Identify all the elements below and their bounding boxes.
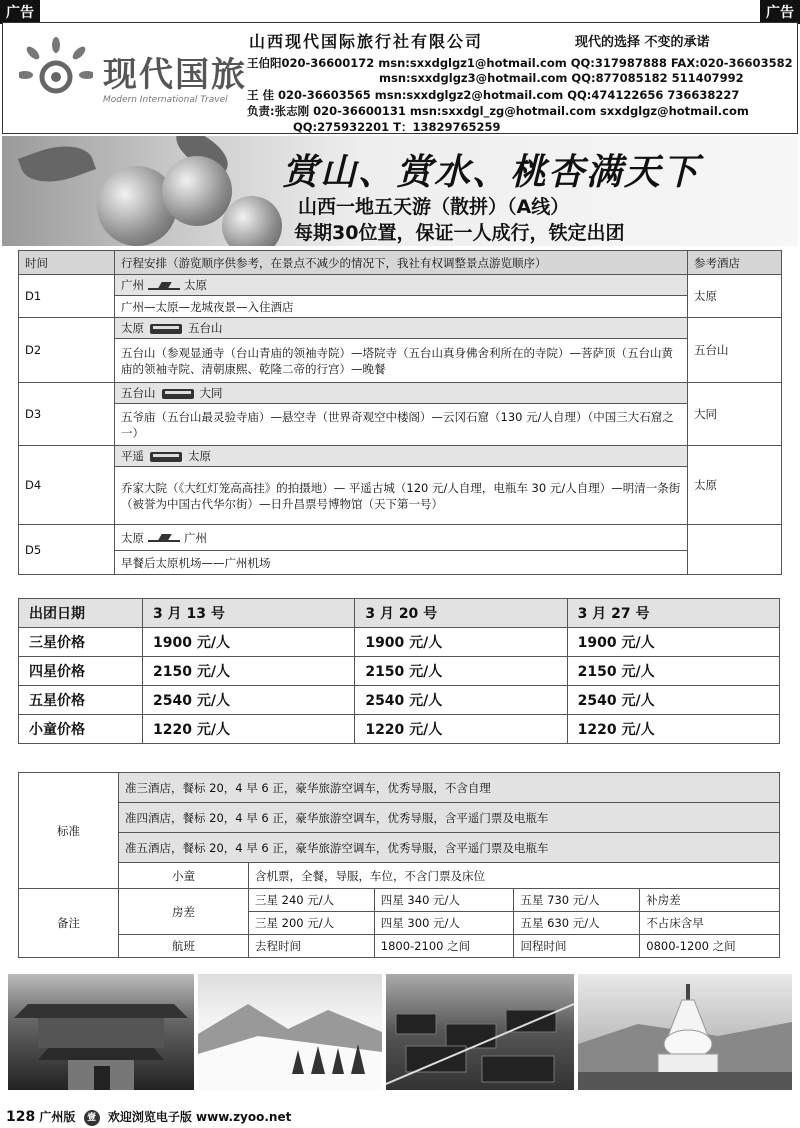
room-cell: 五星 630 元/人 [514, 912, 640, 935]
table-row [19, 551, 782, 575]
table-row [19, 296, 782, 318]
logo-subtitle: Modern International Travel [103, 95, 228, 105]
price-cell: 1220 元/人 [143, 715, 355, 744]
day-detail: 广州—太原—龙城夜景—入住酒店 [115, 296, 688, 318]
table-row [19, 446, 782, 467]
table-row [19, 686, 780, 715]
badge-icon: 壹 [84, 1110, 100, 1126]
price-cell: 2150 元/人 [567, 657, 779, 686]
day-label: D3 [19, 383, 115, 446]
room-cell: 四星 340 元/人 [374, 889, 514, 912]
table-row [19, 628, 780, 657]
route-from: 太原 [121, 530, 144, 545]
sun-logo-icon [19, 37, 93, 111]
day-label: D1 [19, 275, 115, 318]
route-from: 广州 [121, 278, 144, 292]
leaf-graphic [18, 136, 96, 193]
room-label: 房差 [119, 889, 249, 935]
snow-mountain-photo [198, 974, 382, 1090]
ancient-city-drawing [386, 974, 574, 1090]
itinerary-table [18, 250, 782, 575]
route [115, 525, 688, 551]
room-cell: 不占床含早 [640, 912, 780, 935]
day-detail: 乔家大院（《大红灯笼高高挂》的拍摄地）— 平遥古城（120 元/人自理，电瓶车 30 元/人自理）—明清一条街（被誉为中国古代华尔街）—日升昌票号博物馆（天下第一号） [115, 467, 688, 525]
bus-icon [162, 389, 194, 399]
tour-promise: 每期30位置，保证一人成行，铁定出团 [294, 222, 625, 244]
price-header-cell: 3 月 13 号 [143, 599, 355, 628]
table-row [19, 467, 782, 525]
day-label: D5 [19, 525, 115, 575]
day-detail: 五台山（参观显通寺（台山青庙的领袖寺院）—塔院寺（五台山真身佛舍利所在的寺院）—菩萨顶（五台山黄庙的领袖寺院、清朝康熙、乾隆二帝的行宫）—晚餐 [115, 339, 688, 383]
apricot-graphic [162, 156, 232, 226]
day-label: D2 [19, 318, 115, 383]
ad-label-left: 广告 [0, 0, 40, 24]
day-detail: 早餐后太原机场——广州机场 [115, 551, 688, 575]
table-row [19, 773, 780, 803]
remark-label: 备注 [19, 889, 119, 958]
flight-cell: 0800-1200 之间 [640, 935, 780, 958]
hotel: 太原 [688, 275, 782, 318]
child-text: 含机票，全餐，导服，车位，不含门票及床位 [249, 863, 780, 889]
table-row [19, 863, 780, 889]
price-cell: 1220 元/人 [567, 715, 779, 744]
flight-cell: 去程时间 [249, 935, 375, 958]
price-label: 三星价格 [19, 628, 143, 657]
ancient-city-photo [386, 974, 574, 1090]
flight-cell: 1800-2100 之间 [374, 935, 514, 958]
contact-line-4: 负责:张志刚 020-36600131 msn:sxxdgl_zg@hotmail.com sxxdglgz@hotmail.com [247, 104, 749, 118]
route [115, 318, 688, 339]
table-row [19, 275, 782, 296]
headline: 赏山、赏水、桃杏满天下 [282, 152, 701, 193]
contact-line-1: 王伯阳020-36600172 msn:sxxdglgz1@hotmail.com QQ:317987888 FAX:020-36603582 [247, 56, 793, 70]
edition-label: 广州版 [39, 1110, 76, 1124]
price-header-cell: 3 月 20 号 [355, 599, 567, 628]
child-label: 小童 [119, 863, 249, 889]
plane-icon [148, 282, 180, 290]
price-label: 小童价格 [19, 715, 143, 744]
room-cell: 三星 200 元/人 [249, 912, 375, 935]
temple-gate-drawing [8, 974, 194, 1090]
price-label: 五星价格 [19, 686, 143, 715]
table-row [19, 935, 780, 958]
footer [6, 1108, 291, 1126]
table-row [19, 833, 780, 863]
price-header-row [19, 599, 780, 628]
price-cell: 2540 元/人 [355, 686, 567, 715]
hotel: 五台山 [688, 318, 782, 383]
header-hotel: 参考酒店 [688, 251, 782, 275]
hotel: 大同 [688, 383, 782, 446]
table-row [19, 404, 782, 446]
price-cell: 2540 元/人 [143, 686, 355, 715]
bus-icon [150, 452, 182, 462]
footer-url[interactable]: www.zyoo.net [196, 1110, 292, 1124]
standard-text: 准三酒店，餐标 20，4 早 6 正，豪华旅游空调车，优秀导服，不含自理 [119, 773, 780, 803]
price-cell: 1900 元/人 [567, 628, 779, 657]
footer-text: 欢迎浏览电子版 [107, 1110, 192, 1124]
apricot-graphic [222, 196, 282, 246]
price-cell: 2540 元/人 [567, 686, 779, 715]
route-to: 五台山 [188, 321, 223, 335]
table-row [19, 657, 780, 686]
bus-icon [150, 324, 182, 334]
route-from: 五台山 [121, 386, 156, 400]
room-cell: 五星 730 元/人 [514, 889, 640, 912]
ad-label-right: 广告 [760, 0, 800, 24]
route [115, 275, 688, 296]
header-schedule: 行程安排（游览顺序供参考，在景点不减少的情况下，我社有权调整景点游览顺序） [115, 251, 688, 275]
header-time: 时间 [19, 251, 115, 275]
route [115, 383, 688, 404]
standard-text: 准五酒店，餐标 20，4 早 6 正，豪华旅游空调车，优秀导服，含平遥门票及电瓶车 [119, 833, 780, 863]
day-label: D4 [19, 446, 115, 525]
flight-label: 航班 [119, 935, 249, 958]
table-row [19, 525, 782, 551]
route-to: 大同 [199, 386, 223, 400]
price-table [18, 598, 780, 744]
white-pagoda-drawing [578, 974, 792, 1090]
standard-text: 准四酒店，餐标 20，4 早 6 正，豪华旅游空调车，优秀导服，含平遥门票及电瓶车 [119, 803, 780, 833]
table-row [19, 803, 780, 833]
room-cell: 补房差 [640, 889, 780, 912]
price-label: 四星价格 [19, 657, 143, 686]
room-cell: 四星 300 元/人 [374, 912, 514, 935]
route-to: 太原 [188, 449, 211, 463]
contact-line-3: 王 佳 020-36603565 msn:sxxdglgz2@hotmail.com QQ:474122656 736638227 [247, 88, 740, 102]
snow-mountain-drawing [198, 974, 382, 1090]
tour-title: 山西一地五天游（散拼）（A线） [298, 196, 570, 218]
route-from: 平遥 [121, 449, 144, 463]
table-row [19, 339, 782, 383]
price-cell: 1220 元/人 [355, 715, 567, 744]
price-cell: 1900 元/人 [355, 628, 567, 657]
plane-icon [148, 534, 180, 542]
price-cell: 2150 元/人 [143, 657, 355, 686]
route-from: 太原 [121, 321, 144, 335]
page-number: 128 [6, 1109, 36, 1125]
price-cell: 1900 元/人 [143, 628, 355, 657]
banner [2, 136, 798, 246]
notes-table [18, 772, 780, 958]
hotel: 太原 [688, 446, 782, 525]
flight-cell: 回程时间 [514, 935, 640, 958]
company-name: 山西现代国际旅行社有限公司 [249, 32, 484, 51]
standard-label: 标准 [19, 773, 119, 889]
price-header-cell: 出团日期 [19, 599, 143, 628]
contact-line-2: msn:sxxdglgz3@hotmail.com QQ:877085182 511407992 [379, 71, 744, 85]
route-to: 广州 [184, 530, 207, 545]
price-header-cell: 3 月 27 号 [567, 599, 779, 628]
table-row [19, 383, 782, 404]
price-cell: 2150 元/人 [355, 657, 567, 686]
room-cell: 三星 240 元/人 [249, 889, 375, 912]
table-row [19, 889, 780, 912]
route [115, 446, 688, 467]
day-detail: 五爷庙（五台山最灵验寺庙）—悬空寺（世界奇观空中楼阁）—云冈石窟（130 元/人自理）（中国三大石窟之一） [115, 404, 688, 446]
logo-text: 现代国旅 [103, 55, 247, 95]
table-row [19, 318, 782, 339]
header [2, 22, 798, 134]
contact-line-5: QQ:275932201 T：13829765259 [293, 120, 501, 134]
hotel [688, 525, 782, 575]
white-pagoda-photo [578, 974, 792, 1090]
slogan: 现代的选择 不变的承诺 [575, 35, 710, 50]
temple-gate-photo [8, 974, 194, 1090]
itinerary-header-row [19, 251, 782, 275]
table-row [19, 715, 780, 744]
route-to: 太原 [184, 278, 207, 292]
